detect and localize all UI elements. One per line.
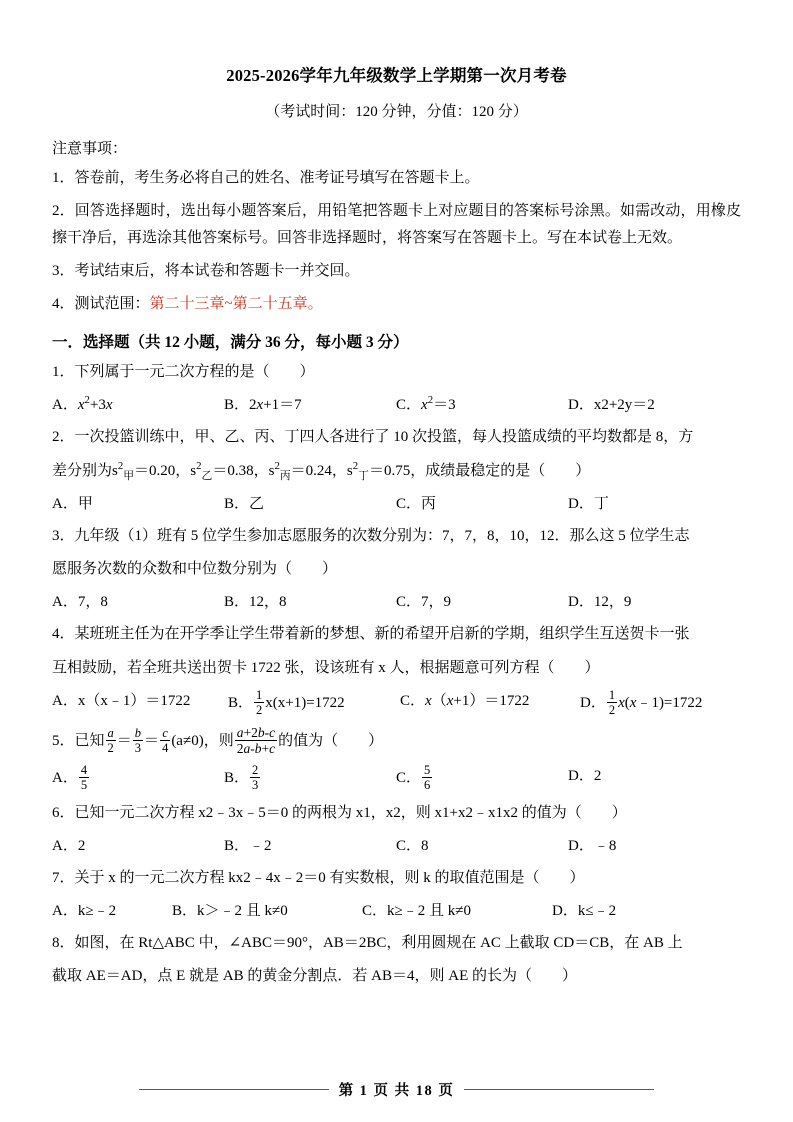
fraction-b-over-3: $\frac{b}{3}$ [134, 725, 142, 755]
question-7-stem [52, 866, 741, 892]
question-2-option-b[interactable]: B．乙 [224, 495, 265, 512]
q4-c-label: C． [400, 692, 426, 709]
page-footer [0, 1079, 793, 1100]
q4-d-open: ( [624, 694, 630, 711]
fraction-expression: $\frac{a+2b-c}{2a-b+c}$ [236, 724, 276, 756]
fraction-c-over-4: $\frac{c}{4}$ [162, 725, 169, 755]
question-6-number: 6． [52, 805, 75, 822]
question-6-option-a[interactable]: A．2 [52, 837, 86, 854]
question-1-text: 下列属于一元二次方程的是（ ） [74, 364, 315, 381]
question-5-option-d[interactable]: D．2 [568, 768, 602, 785]
fraction-four-fifths: $\frac{4}{5}$ [80, 763, 88, 793]
question-2-option-a[interactable]: A．甲 [52, 495, 93, 512]
question-3-option-c[interactable]: C．7，9 [396, 594, 452, 611]
question-4-option-a[interactable]: A．x（x﹣1）＝1722 [52, 692, 191, 709]
question-1-option-a[interactable]: A．$x^2+3x$ [52, 394, 113, 414]
question-5-text-3: 的值为（ ） [278, 732, 384, 749]
question-1-number: 1． [52, 364, 75, 381]
question-3-options [52, 590, 741, 614]
question-5-text-1: 已知 [74, 732, 105, 749]
footer-rule-left [139, 1089, 329, 1090]
q4-d-label: D． [580, 694, 606, 711]
question-7-option-c[interactable]: C．k≥﹣2 且 k≠0 [362, 902, 471, 919]
question-1-stem [52, 360, 741, 386]
question-2-stem-line1 [52, 425, 741, 451]
question-1-option-c[interactable]: C．$x^2=3$ [396, 394, 456, 414]
notice-item-scope [52, 291, 741, 317]
question-5-option-b[interactable] [224, 764, 396, 793]
question-4-option-b[interactable] [228, 689, 400, 718]
question-1-option-d[interactable]: D．x2+2y＝2 [568, 397, 655, 414]
q4-c-open: （ [431, 692, 447, 709]
question-7-option-d[interactable]: D．k≤﹣2 [552, 902, 617, 919]
question-4-text-1: 某班班主任为在开学季让学生带着新的梦想、新的希望开启新的学期，组织学生互送贺卡一张 [74, 626, 690, 643]
question-4-options [52, 689, 741, 718]
question-3-text-1: 九年级（1）班有 5 位学生参加志愿服务的次数分别为：7，7，8，10，12．那么这 5 位学生志 [74, 527, 690, 544]
scope-label: 4．测试范围： [52, 296, 150, 312]
question-8-number: 8． [52, 934, 75, 951]
notice-item-2: 2．回答选择题时，选出每小题答案后，用铅笔把答题卡上对应题目的答案标号涂黑。如需改动，用橡皮擦干净后，再选涂其他答案标号。回答非选择题时，将答案写在答题卡上。写在本试卷上无效。 [52, 203, 741, 246]
question-4-option-c[interactable]: C．x（x+1）＝1722 [400, 692, 530, 709]
q2-frag-b: ＝0.20，s [134, 462, 197, 479]
question-4-stem-line1 [52, 622, 741, 648]
question-3-option-a[interactable]: A．7，8 [52, 594, 108, 611]
q4-b-label: B． [228, 694, 254, 711]
fraction-five-sixths: $\frac{5}{6}$ [424, 763, 431, 793]
question-5-option-c[interactable] [396, 764, 568, 793]
exam-subtitle: （考试时间：120 分钟，分值：120 分） [265, 104, 528, 120]
question-2-number: 2． [52, 429, 75, 446]
footer-text: 第 1 页 共 18 页 [338, 1083, 455, 1099]
notice-heading: 注意事项： [52, 141, 128, 157]
fraction-two-thirds: $\frac{2}{3}$ [252, 763, 259, 793]
question-5-text-2: (a≠0)，则 [171, 732, 234, 749]
question-2-options [52, 492, 741, 516]
question-7-text: 关于 x 的一元二次方程 kx2﹣4x﹣2＝0 有实数根，则 k 的取值范围是（ ） [74, 869, 585, 886]
q2-frag-a: 差分别为s [52, 462, 118, 479]
q5-c-label: C． [396, 769, 422, 786]
question-7-option-b[interactable]: B．k＞﹣2 且 k≠0 [172, 902, 288, 919]
question-3-option-b[interactable]: B．12，8 [224, 594, 287, 611]
question-5-option-a[interactable] [52, 764, 224, 793]
question-6-option-b[interactable]: B．﹣2 [224, 837, 272, 854]
question-3-option-d[interactable]: D．12，9 [568, 594, 632, 611]
scope-value: 第二十三章~第二十五章。 [149, 296, 323, 312]
question-7-option-a[interactable]: A．k≥﹣2 [52, 902, 117, 919]
question-8-text-1: 如图，在 Rt△ABC 中，∠ABC＝90°，AB＝2BC，利用圆规在 AC 上截取 CD＝CB，在 AB 上 [74, 934, 683, 951]
question-5-stem: 5．已知 $\frac{a}{2}$ ＝ $\frac{b}{3}$ ＝ $\frac{c}{4}$ (a≠0)，则 $\frac{a+2b-c}{2a-b+c}$ 的值为（ ） [52, 724, 384, 756]
q2-frag-d: ＝0.24，s [290, 462, 353, 479]
question-4-option-d[interactable]: D． $\frac{1}{2}$ x(x﹣1)=1722 [580, 687, 703, 717]
question-6-stem [52, 801, 741, 827]
question-7-number: 7． [52, 869, 75, 886]
question-7-options [52, 899, 741, 923]
question-2-option-c[interactable]: C．丙 [396, 495, 437, 512]
q5-b-label: B． [224, 769, 250, 786]
question-1-options [52, 393, 741, 417]
question-4-stem-line2: 互相鼓励，若全班共送出贺卡 1722 张，设该班有 x 人，根据题意可列方程（ ） [52, 660, 600, 677]
question-4-number: 4． [52, 626, 75, 643]
question-6-option-c[interactable]: C．8 [396, 837, 429, 854]
question-5-number: 5． [52, 732, 75, 749]
page-title: 2025-2026学年九年级数学上学期第一次月考卷 [226, 66, 567, 85]
section-heading: 一．选择题（共 12 小题，满分 36 分，每小题 3 分） [52, 334, 409, 352]
question-1-option-b[interactable]: B．2x+1＝7 [224, 397, 302, 414]
question-3-number: 3． [52, 527, 75, 544]
fraction-a-over-2: $\frac{a}{2}$ [107, 725, 114, 755]
q4-d-close: ﹣1)=1722 [636, 694, 703, 711]
notice-item-3: 3．考试结束后，将本试卷和答题卡一并交回。 [52, 262, 360, 279]
fraction-one-half-2: $\frac{1}{2}$ [608, 687, 616, 717]
question-8-stem-line2: 截取 AE＝AD，点 E 就是 AB 的黄金分割点．若 AB＝4，则 AE 的长为（ ） [52, 968, 577, 985]
fraction-one-half: $\frac{1}{2}$ [256, 687, 263, 717]
q4-b-expr: x(x+1)=1722 [265, 694, 345, 711]
question-6-option-d[interactable]: D．﹣8 [568, 837, 617, 854]
question-2-text-1: 一次投篮训练中，甲、乙、丙、丁四人各进行了 10 次投篮，每人投篮成绩的平均数都是 8，方 [74, 429, 694, 446]
question-6-options [52, 834, 741, 858]
question-2-stem-line2: 差分别为$s^2_甲=0.20$，$s^2_乙=0.38$，$s^2_丙=0.24$，$s^2_丁=0.75$，成绩最稳定的是（ ） [52, 459, 591, 482]
notice-item-1: 1．答卷前，考生务必将自己的姓名、准考证号填写在答题卡上。 [52, 170, 480, 186]
question-5-options [52, 764, 741, 793]
question-3-stem-line1 [52, 524, 741, 550]
question-6-text: 已知一元二次方程 x2﹣3x﹣5＝0 的两根为 x1，x2，则 x1+x2﹣x1x2 的值为（ ） [74, 805, 627, 822]
q2-frag-e: ＝0.75，成绩最稳定的是（ ） [368, 462, 591, 479]
question-3-stem-line2: 愿服务次数的众数和中位数分别为（ ） [52, 561, 338, 578]
question-8-stem-line1 [52, 931, 741, 957]
question-2-option-d[interactable]: D．丁 [568, 495, 609, 512]
q2-frag-c: ＝0.38，s [212, 462, 275, 479]
q5-a-label: A． [52, 769, 78, 786]
q4-c-close: +1）＝1722 [453, 692, 530, 709]
footer-rule-right [464, 1089, 654, 1090]
